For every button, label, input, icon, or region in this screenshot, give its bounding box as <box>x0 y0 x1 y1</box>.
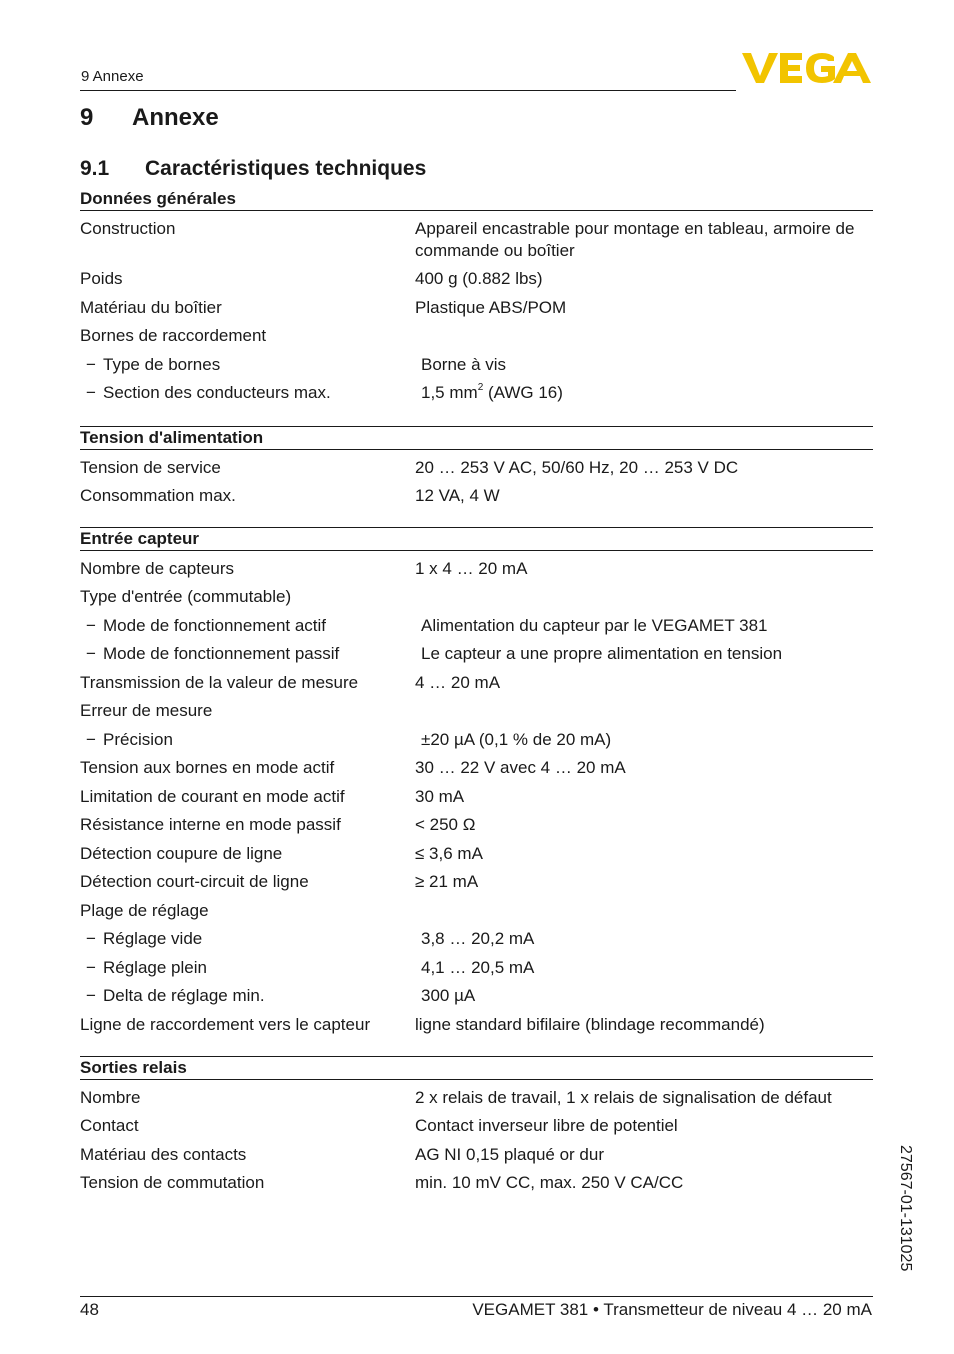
spec-value-text: 400 g (0.882 lbs) <box>415 269 543 288</box>
spec-row <box>80 900 873 922</box>
spec-row <box>80 558 873 580</box>
spec-label-text: Bornes de raccordement <box>80 326 267 345</box>
sub-item-dash: − <box>86 383 96 402</box>
spec-label <box>80 1087 415 1109</box>
spec-value-text: 4,1 … 20,5 mA <box>421 957 535 977</box>
spec-label-text: Matériau des contacts <box>80 1144 247 1164</box>
spec-label-text: Section des conducteurs max. <box>103 383 331 402</box>
spec-value-text: 300 µA <box>421 986 476 1005</box>
spec-label-text: Consommation max. <box>80 486 236 505</box>
spec-value <box>415 586 873 608</box>
spec-row <box>80 218 873 262</box>
spec-row <box>80 928 873 950</box>
spec-label <box>80 485 415 507</box>
spec-value <box>415 1087 873 1109</box>
spec-value <box>421 382 873 404</box>
spec-row <box>80 382 873 404</box>
spec-value <box>415 218 873 262</box>
spec-value <box>415 1172 873 1194</box>
spec-block <box>80 426 873 507</box>
spec-label <box>80 900 415 922</box>
spec-label <box>80 700 415 722</box>
spec-value-text: 20 … 253 V AC, 50/60 Hz, 20 … 253 V DC <box>415 457 739 477</box>
footer-rule <box>80 1296 873 1297</box>
spec-value-text: ≥ 21 mA <box>415 872 479 891</box>
spec-label <box>80 1144 415 1166</box>
spec-row <box>80 786 873 808</box>
spec-label <box>80 729 421 751</box>
spec-value-text: 30 mA <box>415 786 465 806</box>
spec-row <box>80 1014 873 1036</box>
spec-label <box>80 297 415 319</box>
spec-value <box>415 558 873 580</box>
spec-value <box>415 672 873 694</box>
spec-value-text: Plastique ABS/POM <box>415 297 567 317</box>
page-number: 48 <box>80 1300 99 1319</box>
spec-value <box>415 871 873 893</box>
spec-label <box>80 1014 415 1036</box>
spec-label <box>80 843 415 865</box>
spec-label <box>80 325 415 347</box>
spec-row <box>80 485 873 507</box>
spec-row <box>80 1115 873 1137</box>
spec-label <box>80 757 415 779</box>
spec-label <box>80 985 421 1007</box>
spec-row <box>80 1087 873 1109</box>
spec-label <box>80 786 415 808</box>
spec-value <box>421 985 873 1007</box>
sub-item-dash: − <box>86 615 96 635</box>
spec-value <box>421 643 873 665</box>
spec-label-text: Résistance interne en mode passif <box>80 815 341 834</box>
spec-value-text: 12 VA, 4 W <box>415 486 500 505</box>
spec-label-text: Tension de commutation <box>80 1173 265 1192</box>
spec-value-text: 2 x relais de travail, 1 x relais de signalisation de défaut <box>415 1087 832 1107</box>
section-number: 9.1 <box>80 157 110 180</box>
spec-row <box>80 354 873 376</box>
spec-label-text: Delta de réglage min. <box>103 986 265 1005</box>
spec-label-text: Ligne de raccordement vers le capteur <box>80 1014 371 1034</box>
spec-row <box>80 700 873 722</box>
spec-label-text: Détection coupure de ligne <box>80 843 283 863</box>
spec-label <box>80 672 415 694</box>
spec-value-text: Alimentation du capteur par le VEGAMET 381 <box>421 615 768 635</box>
spec-value-text: Borne à vis <box>421 354 507 374</box>
chapter-number: 9 <box>80 104 94 131</box>
spec-row <box>80 843 873 865</box>
spec-value-text: 3,8 … 20,2 mA <box>421 929 535 948</box>
sub-item-dash: − <box>86 986 96 1005</box>
spec-label <box>80 871 415 893</box>
spec-label-text: Mode de fonctionnement actif <box>103 615 327 635</box>
spec-row <box>80 615 873 637</box>
spec-label-text: Mode de fonctionnement passif <box>103 644 340 663</box>
spec-row <box>80 985 873 1007</box>
spec-value <box>421 957 873 979</box>
spec-label-text: Contact <box>80 1116 139 1135</box>
header-rule <box>80 90 736 91</box>
spec-value <box>415 1014 873 1036</box>
spec-value <box>415 1144 873 1166</box>
spec-value-text: AG NI 0,15 plaqué or dur <box>415 1144 605 1164</box>
spec-value-text: 1,5 mm <box>421 383 478 402</box>
spec-row <box>80 871 873 893</box>
spec-value-superscript: 2 <box>477 382 484 394</box>
spec-label-text: Réglage vide <box>103 929 203 948</box>
spec-value <box>415 700 873 722</box>
spec-value <box>415 757 873 779</box>
block-heading: Tension d'alimentation <box>80 426 873 450</box>
spec-value <box>415 297 873 319</box>
sub-item-dash: − <box>86 644 96 663</box>
spec-value <box>415 814 873 836</box>
spec-value <box>421 354 873 376</box>
document-code: 27567-01-131025 <box>897 1145 914 1272</box>
spec-label <box>80 457 415 479</box>
spec-value <box>421 615 873 637</box>
spec-value <box>421 729 873 751</box>
spec-value-text: Le capteur a une propre alimentation en tension <box>421 644 783 663</box>
spec-value-text: ≤ 3,6 mA <box>415 843 483 863</box>
spec-block <box>80 188 873 404</box>
spec-label-text: Tension aux bornes en mode actif <box>80 758 335 777</box>
spec-label <box>80 268 415 290</box>
spec-row <box>80 1144 873 1166</box>
spec-value-text: 1 x 4 … 20 mA <box>415 558 528 578</box>
spec-value <box>415 325 873 347</box>
chapter-title-text: Annexe <box>132 104 219 131</box>
spec-label-text: Type de bornes <box>103 354 221 374</box>
spec-value <box>415 843 873 865</box>
footer-title: VEGAMET 381 • Transmetteur de niveau 4 … 20 mA <box>472 1300 872 1319</box>
spec-value-text: 30 … 22 V avec 4 … 20 mA <box>415 758 626 777</box>
spec-value-suffix: (AWG 16) <box>483 383 563 402</box>
spec-value-text: < 250 Ω <box>415 815 476 834</box>
spec-row <box>80 643 873 665</box>
spec-row <box>80 814 873 836</box>
sub-item-dash: − <box>86 354 96 374</box>
spec-label <box>80 643 421 665</box>
spec-row <box>80 297 873 319</box>
spec-label-text: Plage de réglage <box>80 900 209 920</box>
spec-label <box>80 1115 415 1137</box>
spec-row <box>80 729 873 751</box>
spec-label-text: Nombre de capteurs <box>80 558 235 578</box>
spec-row <box>80 1172 873 1194</box>
spec-row <box>80 268 873 290</box>
spec-label-text: Erreur de mesure <box>80 701 213 720</box>
vega-logo <box>742 52 872 89</box>
spec-label-text: Type d'entrée (commutable) <box>80 587 292 606</box>
spec-label-text: Matériau du boîtier <box>80 297 222 317</box>
spec-label-text: Nombre <box>80 1087 141 1107</box>
spec-row <box>80 586 873 608</box>
spec-label <box>80 218 415 262</box>
sub-item-dash: − <box>86 729 96 749</box>
spec-label <box>80 957 421 979</box>
spec-value-text: Contact inverseur libre de potentiel <box>415 1116 678 1135</box>
spec-label <box>80 558 415 580</box>
spec-value-text: min. 10 mV CC, max. 250 V CA/CC <box>415 1173 684 1192</box>
spec-label-text: Construction <box>80 218 176 238</box>
spec-label-text: Transmission de la valeur de mesure <box>80 672 359 692</box>
spec-value-text: ligne standard bifilaire (blindage recommandé) <box>415 1014 765 1034</box>
spec-value <box>421 928 873 950</box>
spec-row <box>80 957 873 979</box>
chapter-title <box>80 104 219 132</box>
sub-item-dash: − <box>86 957 96 977</box>
spec-label <box>80 382 421 404</box>
spec-value <box>415 786 873 808</box>
spec-label-text: Précision <box>103 729 173 749</box>
spec-value-text: Appareil encastrable pour montage en tableau, armoire de commande ou boîtier <box>415 218 855 260</box>
sub-item-dash: − <box>86 929 96 948</box>
spec-value <box>415 900 873 922</box>
spec-label <box>80 354 421 376</box>
spec-value <box>415 1115 873 1137</box>
spec-label-text: Limitation de courant en mode actif <box>80 786 345 806</box>
spec-row <box>80 325 873 347</box>
spec-row <box>80 672 873 694</box>
running-header: 9 Annexe <box>81 68 144 85</box>
spec-label <box>80 615 421 637</box>
spec-row <box>80 757 873 779</box>
spec-label <box>80 928 421 950</box>
spec-value <box>415 268 873 290</box>
spec-block <box>80 1056 873 1194</box>
spec-block <box>80 527 873 1036</box>
block-heading: Sorties relais <box>80 1056 873 1080</box>
spec-label-text: Détection court-circuit de ligne <box>80 872 309 891</box>
spec-label-text: Tension de service <box>80 457 221 477</box>
section-title-text: Caractéristiques techniques <box>145 157 427 180</box>
spec-value <box>415 457 873 479</box>
spec-value-text: ±20 µA (0,1 % de 20 mA) <box>421 729 612 749</box>
spec-value <box>415 485 873 507</box>
spec-value-text: 4 … 20 mA <box>415 672 501 692</box>
spec-label-text: Poids <box>80 269 123 288</box>
spec-label <box>80 814 415 836</box>
spec-row <box>80 457 873 479</box>
block-heading: Entrée capteur <box>80 527 873 551</box>
spec-label-text: Réglage plein <box>103 957 207 977</box>
spec-label <box>80 1172 415 1194</box>
spec-label <box>80 586 415 608</box>
section-title <box>80 157 426 181</box>
block-heading: Données générales <box>80 188 873 211</box>
